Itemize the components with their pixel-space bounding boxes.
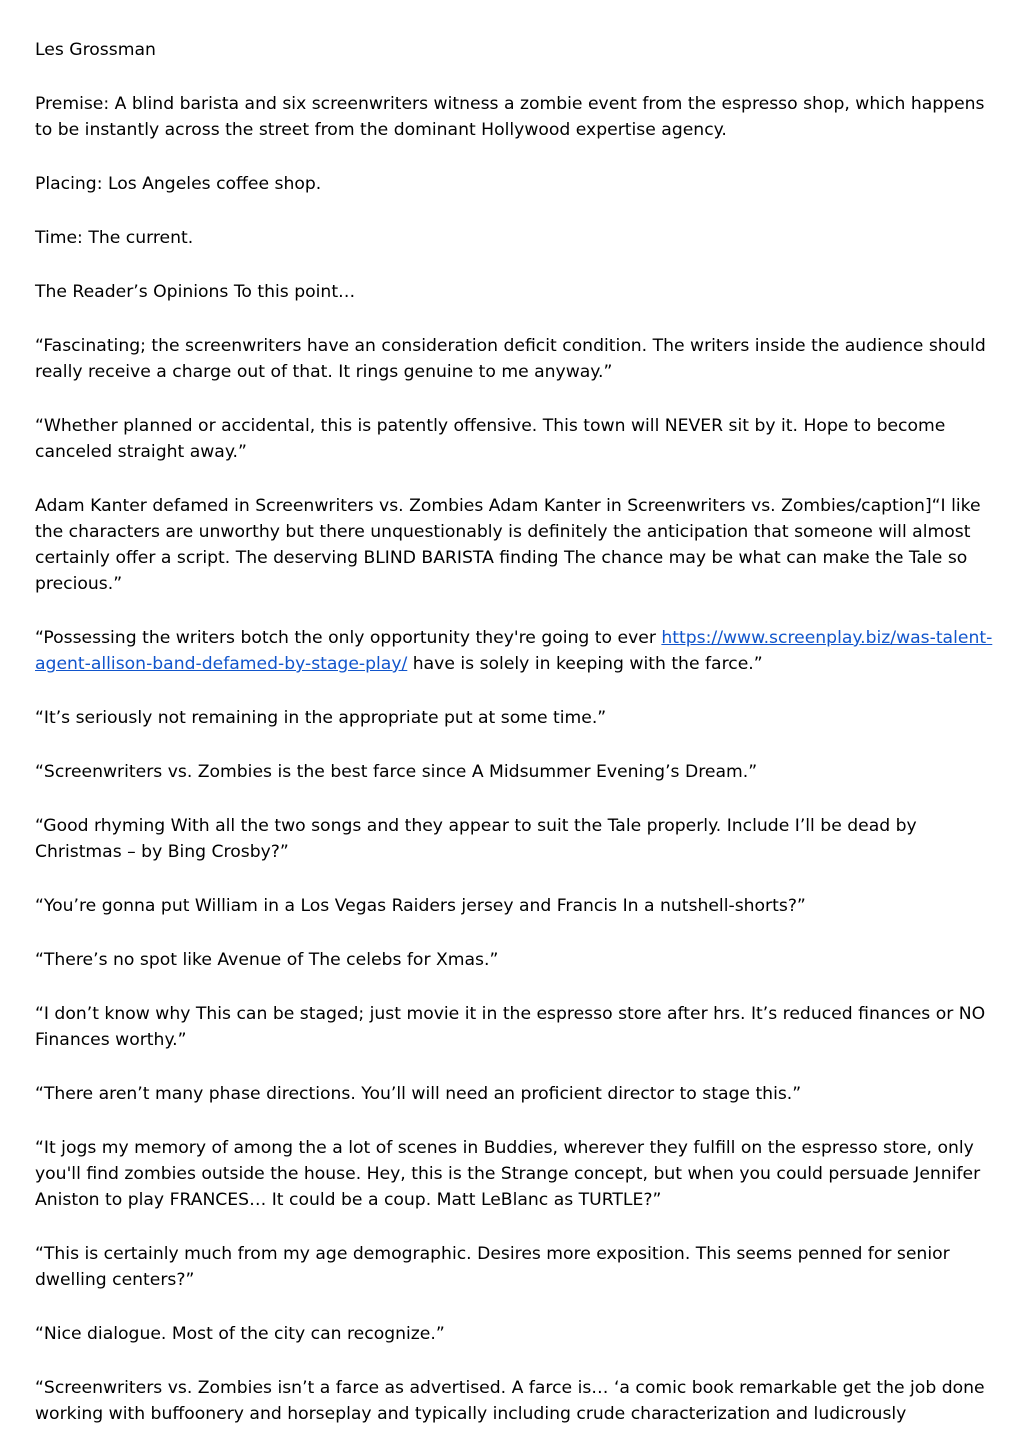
premise-text: Premise: A blind barista and six screenwriters witness a zombie event from the espresso shop, which happens to be instantly across the street from the dominant Hollywood expertise agency.	[35, 94, 985, 140]
document-body	[35, 37, 993, 1455]
screenplay-link[interactable]: https://www.screenplay.biz/was-talent-agent-allison-band-defamed-by-stage-play/	[35, 628, 993, 674]
time-text: Time: The current.	[35, 228, 194, 248]
author-name: Les Grossman	[35, 40, 156, 60]
opinion-paragraph: “You’re gonna put William in a Los Vegas Raiders jersey and Francis In a nutshell-shorts?”	[35, 896, 806, 916]
opinion-paragraph: “Screenwriters vs. Zombies is the best farce since A Midsummer Evening’s Dream.”	[35, 762, 758, 782]
section-heading: The Reader’s Opinions To this point…	[35, 282, 356, 302]
placing-text: Placing: Los Angeles coffee shop.	[35, 174, 322, 194]
opinion-paragraph: Adam Kanter defamed in Screenwriters vs. Zombies Adam Kanter in Screenwriters vs. Zombies/caption]“I like the characters are unworthy but there unquestionably is definitely the anticipation that someone will almost certainly offer a script. The deserving BLIND BARISTA finding The chance may be what can make the Tale so precious.”	[35, 496, 981, 594]
opinion-paragraph: “I don’t know why This can be staged; just movie it in the espresso store after hrs. It’s reduced finances or NO Finances worthy.”	[35, 1004, 986, 1050]
opinion-paragraph: “Good rhyming With all the two songs and they appear to suit the Tale properly. Include I’ll be dead by Christmas – by Bing Crosby?”	[35, 816, 917, 862]
opinion-paragraph: “Screenwriters vs. Zombies isn’t a farce as advertised. A farce is… ‘a comic book remarkable get the job done working with buffoonery and horseplay and typically including crude characterization and ludicrously	[35, 1378, 985, 1424]
opinion-paragraph: “There’s no spot like Avenue of The celebs for Xmas.”	[35, 950, 499, 970]
opinion-paragraph: “This is certainly much from my age demographic. Desires more exposition. This seems penned for senior dwelling centers?”	[35, 1244, 950, 1290]
link-paragraph-before: “Possessing the writers botch the only opportunity they're going to ever	[35, 628, 662, 648]
link-paragraph-after: have is solely in keeping with the farce.”	[407, 654, 763, 674]
opinion-paragraph: “Whether planned or accidental, this is patently offensive. This town will NEVER sit by it. Hope to become canceled straight away.”	[35, 416, 946, 462]
opinion-paragraph: “Nice dialogue. Most of the city can recognize.”	[35, 1324, 445, 1344]
opinion-paragraph: “It’s seriously not remaining in the appropriate put at some time.”	[35, 708, 607, 728]
opinion-paragraph: “It jogs my memory of among the a lot of scenes in Buddies, wherever they fulfill on the espresso store, only you'll find zombies outside the house. Hey, this is the Strange concept, but when you could persuade Jennifer Aniston to play FRANCES… It could be a coup. Matt LeBlanc as TURTLE?”	[35, 1138, 981, 1210]
link-paragraph	[35, 625, 993, 677]
opinion-paragraph: “There aren’t many phase directions. You’ll will need an proficient director to stage this.”	[35, 1084, 802, 1104]
opinion-paragraph: “Fascinating; the screenwriters have an consideration deficit condition. The writers inside the audience should really receive a charge out of that. It rings genuine to me anyway.”	[35, 336, 986, 382]
